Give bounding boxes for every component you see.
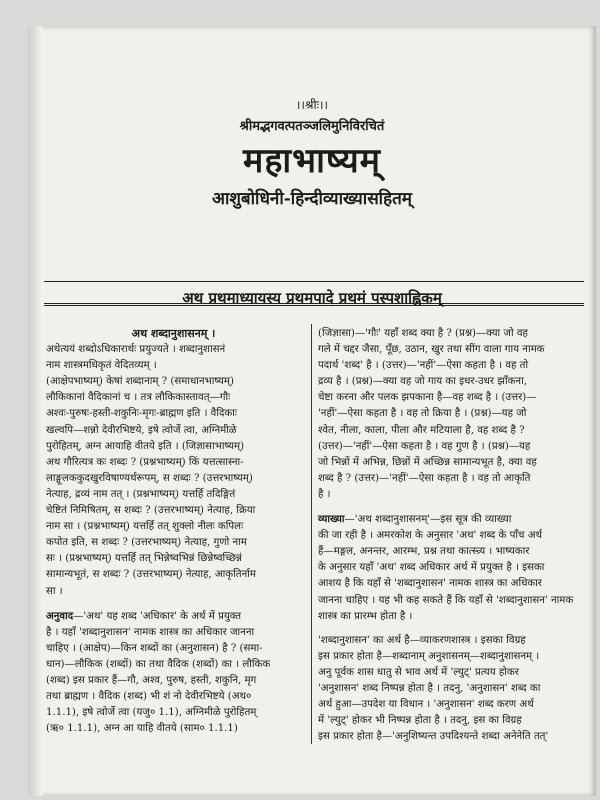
translation-line: शब्द है ? (उत्तर)—'नहीं'—ऐसा कहता है । वह तो आकृति xyxy=(318,472,531,484)
translation-line: 'नहीं'—ऐसा कहता है । वह तो क्रिया है । (प्रश्न)—यह जो xyxy=(318,408,527,420)
bhashya-line: नाम शास्त्रमधिकृतं वेदितव्यम् । xyxy=(46,360,157,372)
bhashya-line: अश्वः-पुरुषः-हस्ती-शकुनिः-मृगः-ब्राह्मण इति । वैदिकाः xyxy=(46,408,237,420)
bhashya-line: अथ गौरित्यत्र कः शब्दः ? (प्रश्नभाष्यम्) किं यत्तत्सास्ना- xyxy=(46,456,244,468)
bhashya-line: लौकिकानां वैदिकानां च । तत्र लौकिकास्तावत्—गौः xyxy=(46,392,231,404)
bhashya-line: सः । (प्रश्नभाष्यम्) यत्तर्हि तत् भिन्नेष्वभिन्नं छिन्नेष्वच्छिन्नं xyxy=(46,553,242,565)
translation-line: द्रव्य है । (प्रश्न)—क्या वह जो गाय का इधर-उधर झाँकना, xyxy=(318,376,527,388)
bhashya-line: नाम सा । (प्रश्नभाष्यम्) यत्तर्हि तत् शुक्लो नीलः कपिलः xyxy=(46,521,244,533)
vyakhya-line xyxy=(318,511,580,528)
bhashya-line: (आक्षेपभाष्यम्) केषां शब्दानाम् ? (समाधानभाष्यम्) xyxy=(46,376,234,388)
column-divider xyxy=(311,324,312,744)
bhashya-line: पुरोहितम्, अग्न आयाहि वीतये इति । (जिज्ञासाभाष्यम्) xyxy=(46,440,245,452)
translation-line: श्वेत, नीला, काला, पीला और मटियाला है, वह शब्द है ? xyxy=(318,424,525,436)
bhashya-line: चेष्टितं निमिषितम्, स शब्दः ? (उत्तरभाष्यम्) नेत्याह, क्रिया xyxy=(46,505,256,517)
bhashya-line: अथेत्ययं शब्दोऽधिकारार्थः प्रयुज्यते । शब्दानुशासनं xyxy=(46,344,226,356)
anuvad-line: (शब्द) इस प्रकार हैं—गौ, अश्व, पुरुष, हस्ती, शकुनि, मृग xyxy=(46,674,257,686)
vyakhya-line: जानना चाहिए । यह भी कह सकते हैं कि यहाँ से 'शब्दानुशासन' नामक xyxy=(318,594,574,606)
translation-line: पदार्थ 'शब्द' है । (उत्तर)—'नहीं'—ऐसा कहता है । वह तो xyxy=(318,360,529,372)
bhashya-line: लाङ्गूलककुदखुरविषाण्यर्थरूपम्, स शब्दः ? (उत्तरभाष्यम्) xyxy=(46,472,253,484)
right-column xyxy=(318,326,580,745)
anuvad-label: अनुवाद xyxy=(46,609,74,622)
explanation-line: 'अनुशासन' शब्द निष्पन्न होता है । तदनु, 'अनुशासन' शब्द का xyxy=(318,682,541,694)
anuvad-line: धान)—लौकिक (शब्दों) का तथा वैदिक (शब्दों) का । लौकिक xyxy=(46,658,271,670)
anuvad-line: है । यहाँ 'शब्दानुशासन' नामक शास्त्र का अधिकार जानना xyxy=(46,626,255,638)
bhashya-line: खल्वपि—शन्नो देवीरभिष्टये, इषे त्वोर्जे त्वा, अग्निमीळे xyxy=(46,424,237,436)
page-title: महाभाष्यम् xyxy=(242,141,382,181)
shri-invocation: ।।श्रीः।। xyxy=(295,98,329,112)
translation-line: गले में चद्दर जैसा, पूँछ, उठान, खुर तथा सींग वाला गाय नामक xyxy=(318,344,545,356)
explanation-line: इस प्रकार होता है—'अनुशिष्यन्त उपदिश्यन्ते शब्दा अनेनेति तत्' xyxy=(318,731,549,743)
vyakhya-line: के अनुसार यहाँ 'अथ' शब्द अधिकार अर्थ में प्रयुक्त है । इसका xyxy=(318,562,545,574)
anuvad-line: चाहिए । (आक्षेप)—किन शब्दों का (अनुशासन) है ? (समा- xyxy=(46,642,263,654)
double-rule xyxy=(44,303,584,307)
author-line: श्रीमद्भगवत्पतञ्जलिमुनिविरचितं xyxy=(239,119,385,134)
translation-line: जो भिन्नों में अभिन्न, छिन्नों में अच्छिन्न सामान्यभूत है, क्या वह xyxy=(318,456,537,468)
top-rule xyxy=(44,281,584,282)
explanation-line: इस प्रकार होता है—शब्दानाम् अनुशासनम्—शब्दानुशासनम् । xyxy=(318,650,540,662)
bhashya-line: नेत्याह, द्रव्यं नाम तत् । (प्रश्नभाष्यम्) यत्तर्हि तदिङ्गितं xyxy=(46,488,236,500)
translation-line: है । xyxy=(318,488,331,500)
bhashya-line: सामान्यभूतं, स शब्दः ? (उत्तरभाष्यम्) नेत्याह, आकृतिर्नाम xyxy=(46,569,256,581)
explanation-line: अनु पूर्वक शास धातु से भाव अर्थ में 'ल्युट्' प्रत्यय होकर xyxy=(318,666,519,678)
chapter-heading: अथ प्रथमाध्यायस्य प्रथमपादे प्रथमं पस्पशाह्निकम् xyxy=(182,289,442,307)
vyakhya-text: —'अथ शब्दानुशासनम्'—इस सूत्र की व्याख्या xyxy=(344,514,512,526)
anuvad-line: तथा ब्राह्मण । वैदिक (शब्द) भी शं नो देवीरभिष्टये (अथ० xyxy=(46,691,252,703)
left-column xyxy=(46,326,301,737)
translation-line: (जिज्ञासा)—'गौः' यहाँ शब्द क्या है ? (प्रश्न)—क्या जो वह xyxy=(318,328,528,339)
vyakhya-line: आशय है कि यहाँ से 'शब्दानुशासन' नामक शास्त्र का अधिकार xyxy=(318,578,542,590)
anuvad-line xyxy=(46,608,301,625)
anuvad-line: 1.1.1), इषे त्वोर्जे त्वा (यजु० 1.1), अग्निमीळे पुरोहितम् xyxy=(46,707,257,719)
translation-line: चेष्टा करना और पलक झपकाना है—वह शब्द है । (उत्तर)— xyxy=(318,392,537,404)
explanation-line: में 'ल्युट्' होकर भी निष्पन्न होता है । तदनु, इस का विग्रह xyxy=(318,715,522,727)
bhashya-line: कपोत इति, स शब्दः ? (उत्तरभाष्यम्) नेत्याह, गुणो नाम xyxy=(46,537,247,549)
sutra-heading: अथ शब्दानुशासनम् । xyxy=(131,327,216,340)
bhashya-line: सा । xyxy=(46,585,63,597)
vyakhya-line: हैं—मङ्गल, अनन्तर, आरम्भ, प्रश्न तथा कात्स्न्र्य । भाष्यकार xyxy=(318,546,530,558)
vyakhya-line: की जा रही है । अमरकोश के अनुसार 'अथ' शब्द के पाँच अर्थ xyxy=(318,530,543,542)
explanation-line: 'शब्दानुशासन' का अर्थ है—व्याकरणशास्त्र । इसका विग्रह xyxy=(318,634,526,646)
anuvad-line: (ऋ० 1.1.1), अग्न आ याहि वीतये (साम० 1.1.1) xyxy=(46,723,238,735)
page-subtitle: आशुबोधिनी-हिन्दीव्याख्यासहितम् xyxy=(212,189,412,209)
explanation-line: अर्थ हुआ—उपदेश या विधान । 'अनुशासन' शब्द करण अर्थ xyxy=(318,699,534,711)
book-page xyxy=(28,26,596,796)
vyakhya-line: शास्त्र का प्रारम्भ होता है । xyxy=(318,610,413,622)
anuvad-text: —'अथ' यह शब्द 'अधिकार' के अर्थ में प्रयुक्त xyxy=(73,610,242,622)
translation-line: (उत्तर)—'नहीं'—ऐसा कहता है । वह गुण है । (प्रश्न)—यह xyxy=(318,440,531,452)
vyakhya-label: व्याख्या xyxy=(318,513,345,526)
